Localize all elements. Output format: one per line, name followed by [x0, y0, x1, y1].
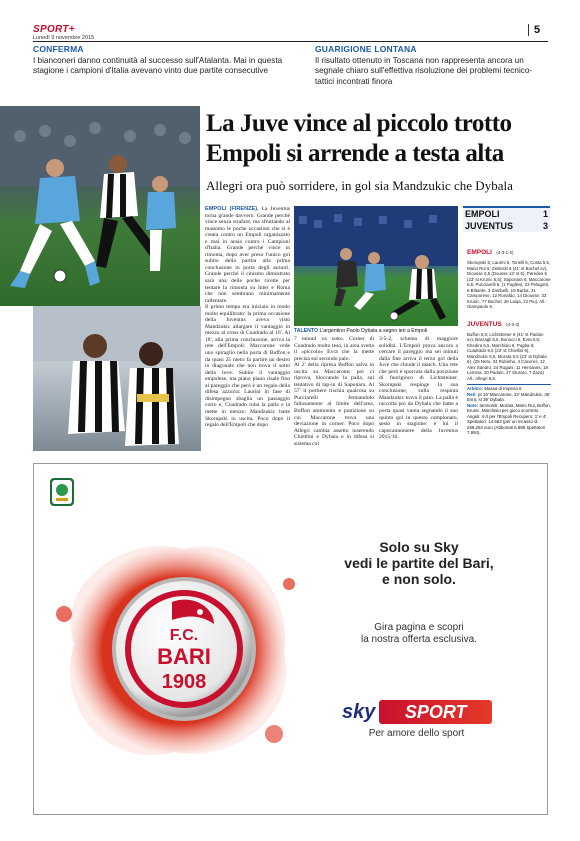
scoreboard: [463, 206, 550, 232]
blurb-kicker: GUARIGIONE LONTANA: [315, 44, 417, 54]
article-column-3: 3-5-2, schema di maggiore solidità. L'Empoli prova ancora a cercare il pareggio ma sei minuti dalla fine arriva il terzo gol della Juve che chiude il match. Una rete che però è sporcata dalla posizione di fuorigioco di Lichtsteiner. Skorupski respinge la sua conclusione, sulla respinta Mandzukic trova il palo. La palla è raccolta poi da Dybala che batte a porta quasi vuota segnando il suo quinto gol in questo campionato, sesto in stagione: è lui il capocannoniere della Juventus 2015/16.: [379, 336, 458, 441]
bari-crest-graphic: [44, 524, 304, 774]
away-score: 3: [542, 221, 548, 231]
sport-logo-text: SPORT: [379, 700, 492, 724]
lineups: [467, 241, 551, 436]
blurb-kicker: CONFERMA: [33, 44, 84, 54]
ad-title-line-1: Solo su Sky: [379, 539, 459, 555]
notes-line: [467, 403, 551, 436]
headline-line-2: Empoli si arrende a testa alta: [206, 140, 504, 167]
issue-date: Lunedì 9 novembre 2015: [33, 35, 95, 41]
away-team: JUVENTUS: [465, 221, 514, 231]
ad-subtitle-line-2: la nostra offerta esclusiva.: [361, 634, 477, 645]
header-rule: [33, 41, 548, 42]
away-lineup-title: [467, 313, 551, 331]
blurb-text: Il risultato ottenuto in Toscana non rappresenta ancora un segnale chiaro sull'effettiva risoluzione dei problemi tecnico-tattici incontrati finora: [315, 56, 533, 86]
headline-line-1: La Juve vince al piccolo trotto: [206, 110, 512, 137]
serie-b-icon: [50, 478, 74, 506]
ad-tagline: Per amore dello sport: [368, 728, 465, 739]
crest-bari: BARI: [157, 644, 211, 669]
ad-subtitle: [309, 622, 529, 646]
blurb-text: I bianconeri danno continuità al successo sull'Atalanta. Mai in questa stagione i campioni d'Italia avevano vinto due partite consecutive: [33, 56, 283, 76]
players-illustration: [0, 106, 200, 306]
home-lineup-team: EMPOLI: [467, 249, 492, 256]
ad-subtitle-line-1: Gira pagina e scopri: [374, 622, 464, 633]
referee-label: Arbitro:: [467, 386, 484, 391]
away-lineup-team: JUVENTUS: [467, 320, 502, 328]
goals-text: pt 19' Maccarone, 22' Mandzukic, 36' Evra; st 39' Dybala.: [467, 391, 551, 402]
referee-text: Massa di Imperia 6: [484, 386, 522, 391]
home-formation: (4-3-1-2): [496, 250, 514, 255]
dateline: EMPOLI (FIRENZE).: [205, 206, 259, 212]
sky-sport-logo: [342, 700, 492, 724]
score-row-away: [463, 220, 550, 232]
top-bar: [33, 24, 548, 40]
blurb-right: [315, 44, 550, 87]
crest-fc: F.C.: [169, 627, 199, 644]
home-score: 1: [542, 209, 548, 219]
article-column-1: [205, 206, 290, 452]
page-number: 5: [528, 24, 546, 36]
match-photo-main: [0, 106, 200, 306]
caption-text: L'argentino Paolo Dybala a segno ieri a Empoli: [319, 328, 428, 334]
home-lineup-title: [467, 241, 551, 259]
bari-crest-icon: [44, 524, 304, 774]
photo-caption: [294, 328, 464, 334]
subheadline: Allegri ora può sorridere, in gol sia Mandzukic che Dybala: [206, 178, 513, 193]
crest-year: 1908: [161, 671, 207, 693]
ad-title-line-2: vedi le partite del Bari,: [344, 555, 494, 571]
dybala-illustration: [294, 206, 458, 326]
serie-b-logo: [50, 478, 74, 506]
sky-logo-text: sky: [342, 700, 379, 724]
away-formation: (4-3-3): [506, 321, 520, 327]
notes-text: ammoniti: Morata, Mario Rui, Buffon, Krunic. Marchisio per gioco scorretto. Angoli: 4-3 per l'Empoli Recupero: 1' e 4'. Spettatori: 14.663 (per un incasso di 269.253 euro (Abbonati 6.899 Spettatori 7.994).: [467, 402, 551, 435]
celebration-illustration: [33, 306, 201, 451]
sky-advertisement[interactable]: [33, 463, 548, 815]
home-team: EMPOLI: [465, 209, 500, 219]
ad-title: [309, 539, 529, 587]
away-lineup-text: Buffon 6,5; Lichtsteiner 6 (41' st Padoin sv), Barzagli 6,5, Bonucci 6, Evra 6,5; Khedira 6,5, Marchisio 6, Pogba 6; Cuadrado 6,5 (23' st Chiellini 6), Mandzukic 6,5, Morata 5,5 (23' st Dybala 6). (25 Neto, 34 Rubinho, 4 Caceres, 12 Alex Sandro, 24 Rugani, 11 Hernanes, 18 Lemina, 20 Padoin, 27 Sturaro, 7 Zaza) All.: Allegri 6,5.: [467, 331, 548, 381]
caption-label: TALENTO: [294, 328, 319, 334]
ad-title-line-3: e non solo.: [382, 571, 456, 587]
celebration-photo: [33, 306, 201, 451]
blurb-left: [33, 44, 283, 77]
match-info: [467, 384, 551, 436]
column-1-text: La Juventus torna grande davvero. Grande perché vince senza strafare, ma sfruttando al massimo le poche occasioni che si è creata contro un Empoli organizzato e mai in ansia contro i Campioni d'Italia. Grande perché vince in rimonta, dopo aver preso l'unico gol subito della partita alla prima conclusione in porta degli azzurri. Grande perché il cinismo dimostrato sarà una delle poche ricette per tentare la rimonta su Inter e Roma che non sembrano minimamente rallentare. Il primo tempo era iniziato in modo molto equilibrato: la prima occasione della Juventus aveva visto Mandzukic allargare il vantaggio in mezzo al cross di Cuadrado al 16'. Al 18', alla prima conclusione, arriva la rete dell'Empoli: Maccarone vede uno spiraglio nella porta di Buffon e da quasi 25 metri fa partire un destro in diagonale che non trova il sotto della Juve. Subire il vantaggio empolese, ma piano piano risale fino al pareggio che però è un regalo della difesa azzurra: Laurini in fase di disimpegno sbaglia un passaggio corto e, Cuadrado ruba la palla e la mette in mezzo: Mandzukic batte Skorupski in uscita. Poco dopo il regalo dell'Empoli che dopo: [205, 206, 290, 429]
home-lineup-text: Skorupski 6; Laurini 6, Tonelli 6, Costa 5,5, Mario Rui 6; Zielinski 6 (41' st Buchel sv), Diousse 6,5 (Dousse 13' st 6), Paredes 6 (23' st Krunic 5,5); Saponara 6; Maccarone 6,5, Pucciarelli 6. (1 Pugliesi, 23 Pelagotti, 6 Bittante, 3 Zambelli, 19 Barba, 31 Camporese, 12 Ronaldo, 14 Diousse, 33 Krunic, 77 Buchel, 26 Laiqa, 22 Piu). All.: Giampaolo 6.: [467, 260, 551, 309]
newspaper-logo: SPORT+: [33, 24, 75, 35]
notes-label: Note:: [467, 402, 479, 408]
dybala-photo: [294, 206, 458, 326]
score-row-home: [463, 208, 550, 220]
article-column-2: 7 minuti va sotto. Corner di Cuadrado molto teso, in area svetta il «piccolo» Evra che la mette precisa sul secondo palo. Al 2' della ripresa Buffon salva in uscita su Maccarone; poi ci riprova, bloccando la palla, sul tentativo di tap-in di Saponara. Al 57' il portiere rischia qualcosa su Pucciarelli fermandolo fallosamente al limite dell'area, Buffon ammonito e punizione su cui Maccarone trova una deviazione in corner. Poco dopo Allegri cambia assetto inserendo Chiellini e Dybala e in difesa si sistema col: [294, 336, 374, 447]
goals-label: Reti:: [467, 391, 477, 397]
goals-line: [467, 392, 551, 403]
